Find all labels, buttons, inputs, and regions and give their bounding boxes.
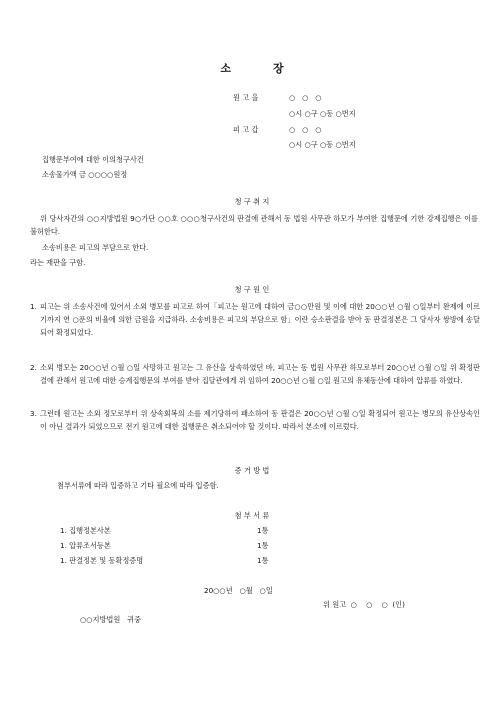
defendant-block bbox=[233, 126, 322, 133]
claim-purpose-heading: 청 구 취 지 bbox=[234, 197, 270, 206]
case-name: 집행문부여에 대한 이의청구사건 bbox=[42, 155, 144, 164]
plaintiff-label: 원 고 을 bbox=[233, 93, 259, 102]
filing-date: 20○○년 ○월 ○일 bbox=[204, 586, 273, 595]
attachment-count: 1통 bbox=[257, 541, 269, 550]
title-char-right: 장 bbox=[273, 62, 284, 75]
defendant-label: 피 고 갑 bbox=[233, 125, 259, 134]
plaintiff-signature: 위 원고 ○ ○ ○ (인) bbox=[323, 600, 405, 609]
evidence-heading: 증 거 방 법 bbox=[234, 466, 270, 475]
plaintiff-block bbox=[233, 94, 322, 101]
claim-cause-heading: 청 구 원 인 bbox=[234, 285, 270, 294]
defendant-address: ○시 ○구 ○동 ○번지 bbox=[289, 140, 356, 149]
plaintiff-address: ○시 ○구 ○동 ○번지 bbox=[289, 109, 356, 118]
attachment-name: 1. 압류조서등본 bbox=[60, 541, 111, 550]
claim-purpose-para2: 소송비용은 피고의 부담으로 한다. bbox=[42, 243, 149, 252]
claim-value: 소송물가액 금 ○○○○원정 bbox=[42, 170, 128, 179]
document-title bbox=[0, 63, 504, 74]
attachment-name: 1. 집행정본사본 bbox=[60, 526, 111, 535]
attachment-row bbox=[60, 527, 269, 534]
evidence-text: 첨부서류에 따라 입증하고 기타 필요에 따라 입증함. bbox=[57, 481, 219, 490]
attachment-row bbox=[60, 557, 269, 564]
item-text: 피고는 위 소송사건에 있어서 소외 병모를 피고로 하여「피고는 원고에 대하여 금○○만원 및 이에 대한 20○○년 ○월 ○일부터 완제에 이르기까지 연 ○푼의 비율에 의한 금원을 지급하라. 소송비용은 피고의 부담으로 함」이란 승소판결을 받아 동 판결정본은 그 당사자 쌍방에 송달되어 확정되었다. bbox=[40, 302, 480, 337]
title-char-left: 소 bbox=[220, 62, 231, 75]
claim-cause-item-1 bbox=[30, 300, 480, 339]
item-number: 1. bbox=[30, 302, 37, 311]
item-text: 그런데 원고는 소외 정모로부터 위 상속회복의 소를 제기당하여 패소하여 동 판결은 20○○년 ○월 ○일 확정되어 원고는 병모의 유산상속인이 아닌 결과가 되었으므로 전기 원고에 대한 집행문은 취소되어야 할 것이다. 따라서 본소에 이르렀다. bbox=[40, 409, 480, 431]
item-number: 2. bbox=[30, 363, 37, 372]
item-number: 3. bbox=[30, 409, 37, 418]
claim-purpose-para3: 라는 재판을 구함. bbox=[30, 258, 86, 267]
item-text: 소외 병모는 20○○년 ○월 ○일 사망하고 원고는 그 유산을 상속하였던 바, 피고는 동 법원 사무관 하모로부터 20○○년 ○월 ○일 위 확정판결에 관해서 원고에 대한 승계집행문의 부여를 받아 집달관에게 위 임하여 20○○년 ○월 ○일 원고의 유체동산에 대하여 압류를 하였다. bbox=[40, 363, 480, 385]
defendant-name: ○ ○ ○ bbox=[289, 125, 322, 134]
attachment-row bbox=[60, 542, 269, 549]
plaintiff-name: ○ ○ ○ bbox=[289, 93, 322, 102]
court-addressee: ○○지방법원 귀중 bbox=[80, 615, 142, 624]
attachment-count: 1통 bbox=[257, 526, 269, 535]
attachment-count: 1통 bbox=[257, 556, 269, 565]
attachments-heading: 첨 부 서 류 bbox=[234, 511, 270, 520]
claim-cause-item-3 bbox=[30, 407, 480, 433]
claim-cause-item-2 bbox=[30, 361, 480, 387]
attachment-name: 1. 판결정본 및 동확정증명 bbox=[60, 556, 144, 565]
claim-purpose-para1: 위 당사자간의 ○○지방법원 9○가단 ○○호 ○○○청구사건의 판결에 관해서 동 법원 사무관 하모가 부여한 집행문에 기한 강제집행은 이를 불허한다. bbox=[30, 214, 478, 236]
